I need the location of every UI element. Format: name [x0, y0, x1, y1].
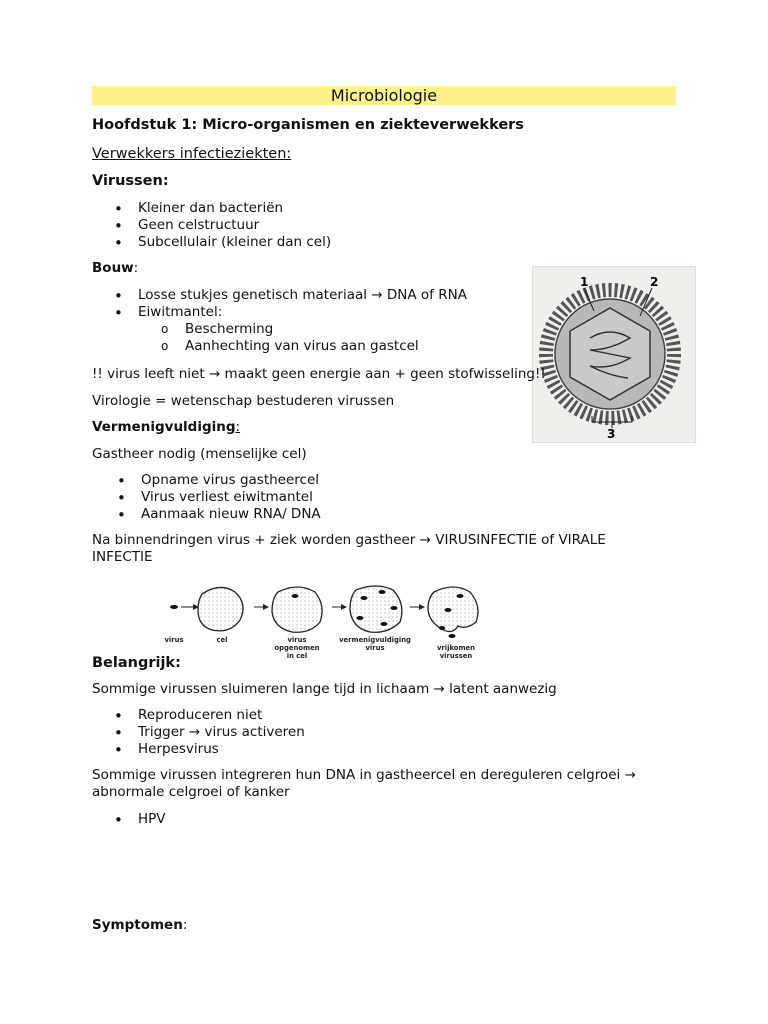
bullet-icon	[114, 239, 122, 247]
label-opgenomen: opgenomen	[274, 644, 320, 652]
list-item: HPV	[138, 811, 166, 827]
integreren-line-1: Sommige virussen integreren hun DNA in gastheercel en dereguleren celgroei →	[92, 767, 636, 783]
label-vermenigvuldiging: vermenigvuldiging	[339, 636, 411, 644]
sluimeren-line: Sommige virussen sluimeren lange tijd in lichaam → latent aanwezig	[92, 681, 557, 697]
binnendringen-line-1: Na binnendringen virus + ziek worden gastheer → VIRUSINFECTIE of VIRALE	[92, 532, 606, 548]
list-item: Trigger → virus activeren	[138, 724, 305, 740]
label-virus: virus	[164, 636, 184, 644]
label-vrijkomen: vrijkomen	[437, 644, 475, 652]
virus-cycle-figure	[160, 580, 490, 662]
gastheer-line: Gastheer nodig (menselijke cel)	[92, 446, 307, 462]
bullet-icon	[114, 712, 122, 720]
symptomen-colon: :	[182, 917, 188, 933]
vermenigvuldiging-heading-line	[92, 419, 240, 435]
list-item: Geen celstructuur	[138, 217, 260, 233]
label-cel: cel	[216, 636, 228, 644]
virologie-line: Virologie = wetenschap bestuderen virussen	[92, 393, 395, 409]
bullet-icon	[114, 205, 122, 213]
label-virus: virus	[365, 644, 385, 652]
list-item: Losse stukjes genetisch materiaal → DNA of RNA	[138, 287, 467, 303]
bullet-icon	[114, 292, 122, 300]
bouw-heading: Bouw	[92, 260, 134, 276]
list-item: Opname virus gastheercel	[141, 472, 320, 488]
document-title: Microbiologie	[92, 86, 676, 105]
label-virus: virus	[287, 636, 307, 644]
cell-with-virus	[272, 587, 322, 632]
belangrijk-heading: Belangrijk:	[92, 655, 181, 671]
binnendringen-line-2: INFECTIE	[92, 549, 153, 565]
symptomen-heading-line	[92, 917, 187, 933]
bullet-icon	[117, 494, 125, 502]
label-3: 3	[607, 427, 616, 441]
vermenigvuldiging-colon: :	[235, 419, 241, 435]
virussen-heading: Virussen:	[92, 173, 169, 189]
list-item: Herpesvirus	[138, 741, 219, 757]
label-1: 1	[580, 275, 589, 289]
label-2: 2	[650, 275, 659, 289]
bullet-icon	[117, 477, 125, 485]
bouw-heading-line	[92, 260, 138, 276]
cell	[198, 587, 243, 630]
list-item: Subcellulair (kleiner dan cel)	[138, 234, 332, 250]
bullet-icon	[114, 309, 122, 317]
list-item: Virus verliest eiwitmantel	[141, 489, 313, 505]
label-in-cel: in cel	[286, 652, 308, 660]
section-heading: Verwekkers infectieziekten:	[92, 146, 292, 162]
bullet-icon	[114, 746, 122, 754]
bouw-colon: :	[133, 260, 139, 276]
bullet-icon	[114, 729, 122, 737]
sub-list-item: Bescherming	[185, 321, 274, 337]
symptomen-heading: Symptomen	[92, 917, 183, 933]
circle-bullet-icon: o	[161, 322, 169, 336]
vermenigvuldiging-heading: Vermenigvuldiging	[92, 419, 236, 435]
virus-particle	[170, 605, 178, 609]
bullet-icon	[114, 816, 122, 824]
list-item: Aanmaak nieuw RNA/ DNA	[141, 506, 321, 522]
bullet-icon	[114, 222, 122, 230]
cell-releasing	[428, 587, 478, 632]
list-item: Reproduceren niet	[138, 707, 263, 723]
chapter-heading: Hoofdstuk 1: Micro-organismen en ziekteverwekkers	[92, 117, 524, 133]
list-item: Kleiner dan bacteriën	[138, 200, 284, 216]
circle-bullet-icon: o	[161, 339, 169, 353]
label-virussen: virussen	[439, 652, 473, 660]
list-item: Eiwitmantel:	[138, 304, 223, 320]
integreren-line-2: abnormale celgroei of kanker	[92, 784, 290, 800]
sub-list-item: Aanhechting van virus aan gastcel	[185, 338, 419, 354]
virus-structure-figure	[532, 266, 696, 443]
bullet-icon	[117, 511, 125, 519]
virus-leeft-niet: !! virus leeft niet → maakt geen energie aan + geen stofwisseling!!	[92, 366, 546, 382]
